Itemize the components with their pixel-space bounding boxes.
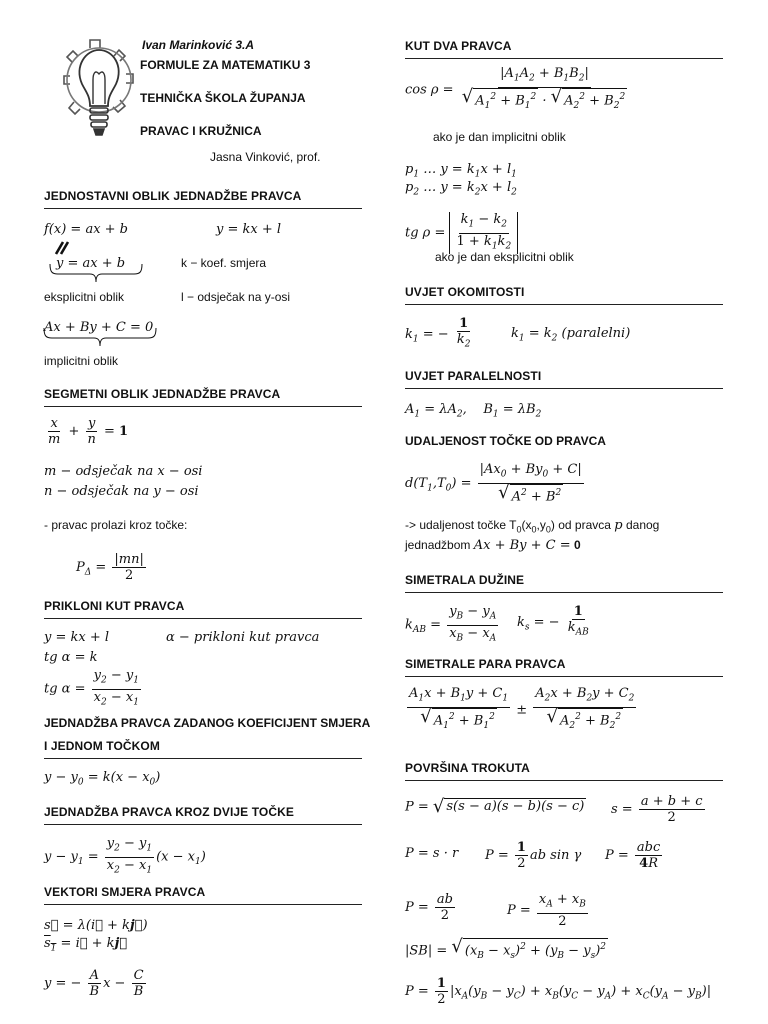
formula-perpendicular: $k_1$ = − $\frac{1}{k_2}$ bbox=[405, 316, 471, 350]
school-name: TEHNIČKA ŠKOLA ŽUPANJA bbox=[140, 91, 306, 105]
heading-triangle-area: POVRŠINA TROKUTA bbox=[405, 760, 723, 781]
author-name: Ivan Marinković 3.A bbox=[142, 38, 255, 52]
heading-segment-bisector: SIMETRALA DUŽINE bbox=[405, 572, 723, 593]
k-coefficient-label: k − koef. smjera bbox=[181, 256, 267, 270]
formula-y-ax-b: y = ax + b bbox=[56, 256, 126, 271]
explicit-form-label: eksplicitni oblik bbox=[44, 290, 125, 304]
n-intercept-def: n − odsječak na y − osi bbox=[44, 484, 199, 499]
parallel-label: (paralelni) bbox=[561, 326, 631, 341]
formula-parallel-k: $k_1 = k_2$ (paralelni) bbox=[511, 326, 631, 344]
l-intercept-label: l − odsječak na y-osi bbox=[181, 290, 291, 304]
formula-area-sr: P = s · r bbox=[405, 846, 459, 861]
formula-k-s: $k_s$ = − $\frac{1}{k_{AB}}$ bbox=[517, 604, 589, 638]
formula-vector-s: s⃗ = λ(i⃗ + kj⃗) bbox=[44, 918, 148, 933]
formula-two-points: $y - y_1$ = $\frac{y_2 - y_1}{x_2 - x_1}$ $(x - x_1)$ bbox=[44, 836, 206, 876]
formula-area-circumradius: P = $\frac{\text{abc}}{4R}$ bbox=[605, 840, 661, 871]
formula-implicit: Ax + By + C = 0 bbox=[44, 320, 154, 335]
formula-tg-k: tg α = k bbox=[44, 650, 98, 665]
heading-perpendicular: UVJET OKOMITOSTI bbox=[405, 284, 723, 305]
heading-point-line-distance: UDALJENOST TOČKE OD PRAVCA bbox=[405, 434, 606, 448]
heading-angle-bisectors: SIMETRALE PARA PRAVCA bbox=[405, 656, 723, 677]
m-intercept-def: m − odsječak na x − osi bbox=[44, 464, 203, 479]
formula-segment: $\frac{x}{m}$ + $\frac{y}{n}$ = 1 bbox=[48, 416, 129, 447]
heading-segment-form: SEGMETNI OBLIK JEDNADŽBE PRAVCA bbox=[44, 386, 362, 407]
distance-note-line2: jednadžbom Ax + By + C = 0 bbox=[405, 538, 581, 553]
formula-triangle-area: $P_\Delta$ = $\frac{|mn|}{2}$ bbox=[76, 552, 144, 583]
distance-note-line1: -> udaljenost točke $T_0(x_0,y_0)$ od pravca p danog bbox=[405, 518, 660, 535]
formula-implicit-to-explicit: y = − $\frac{A}{B}$ x − $\frac{C}{B}$ bbox=[44, 968, 144, 999]
underbrace-implicit bbox=[42, 326, 160, 350]
formula-distance: $d(T_1,T_0)$ = $|Ax_0 + By_0 + C|$ √ $A^2 + B^2$ bbox=[405, 462, 582, 504]
implicit-note: ako je dan implicitni oblik bbox=[433, 130, 566, 144]
formula-p1: $p_1$ … $y = k_1x + l_1$ bbox=[405, 162, 517, 180]
heading-point-slope-l2: I JEDNOM TOČKOM bbox=[44, 738, 362, 759]
formula-angle-bisectors: $A_1x + B_1y + C_1$ √ $A_1^2 + B_1^2$ ± $A_2x + B_2y + C_2$ √ $A_2^2 + B_2^2$ bbox=[405, 686, 638, 734]
formula-area-sin: P = $\frac{1}{2}$ ab sin γ bbox=[485, 840, 582, 871]
document-title: FORMULE ZA MATEMATIKU 3 bbox=[140, 58, 311, 72]
formula-area-coordinates: P = $\frac{1}{2}$ $|x_A(y_B - y_C) + x_B(y_C - y_A) + x_C(y_A - y_B)|$ bbox=[405, 976, 712, 1007]
implicit-form-label: implicitni oblik bbox=[44, 354, 119, 368]
heading-two-points: JEDNADŽBA PRAVCA KROZ DVIJE TOČKE bbox=[44, 804, 362, 825]
formula-slope-line: y = kx + l bbox=[44, 630, 110, 645]
formula-p2: $p_2$ … $y = k_2x + l_2$ bbox=[405, 180, 517, 198]
formula-sb-length: |SB| = √ $(x_B - x_s)^2 + (y_B - y_s)^2$ bbox=[405, 938, 608, 964]
formula-point-slope: $y - y_0 = k(x - x_0)$ bbox=[44, 770, 161, 788]
formula-parallel: $A_1 = \lambda A_2$, $B_1 = \lambda B_2$ bbox=[405, 402, 542, 420]
underbrace-explicit bbox=[48, 262, 144, 286]
topic-title: PRAVAC I KRUŽNICA bbox=[140, 124, 262, 138]
heading-point-slope-l1: JEDNADŽBA PRAVCA ZADANOG KOEFICIJENT SMJERA bbox=[44, 716, 371, 730]
distance-note-b: od pravca bbox=[558, 518, 611, 532]
formula-tg-rho: tg ρ = $\frac{k_1 - k_2}{1 + k_1k_2}$ bbox=[405, 212, 518, 254]
distance-note-d: jednadžbom bbox=[405, 538, 471, 552]
heading-parallel: UVJET PARALELNOSTI bbox=[405, 368, 723, 389]
slope-angle-label: α − prikloni kut pravca bbox=[166, 630, 320, 645]
lightbulb-gear-logo bbox=[60, 36, 138, 144]
formula-tg-points: tg α = $\frac{y_2 - y_1}{x_2 - x_1}$ bbox=[44, 668, 139, 708]
heading-angle-two-lines: KUT DVA PRAVCA bbox=[405, 38, 723, 59]
teacher-name: Jasna Vinković, prof. bbox=[210, 150, 321, 164]
explicit-note: ako je dan eksplicitni oblik bbox=[435, 250, 574, 264]
formula-heron: P = √ s(s − a)(s − b)(s − c) bbox=[405, 796, 585, 817]
heading-simple-form: JEDNOSTAVNI OBLIK JEDNADŽBE PRAVCA bbox=[44, 188, 362, 209]
formula-area-ab-half: P = $\frac{ab}{2}$ bbox=[405, 892, 453, 923]
formula-cos-rho: cos ρ = $|A_1A_2 + B_1B_2|$ √ $A_1^2 + B_1^2$ · √ $A_2^2 + B_2^2$ bbox=[405, 66, 631, 114]
formula-k-ab: $k_{AB}$ = $\frac{y_B - y_A}{x_B - x_A}$ bbox=[405, 604, 497, 644]
distance-note-c: danog bbox=[625, 518, 660, 532]
formula-midpoint-x: P = $\frac{x_A + x_B}{2}$ bbox=[507, 892, 586, 929]
formula-f-of-x: f(x) = ax + b bbox=[44, 222, 129, 237]
formula-y-kx-l: y = kx + l bbox=[216, 222, 282, 237]
heading-slope-angle: PRIKLONI KUT PRAVCA bbox=[44, 598, 362, 619]
distance-note-a: -> udaljenost točke bbox=[405, 518, 507, 532]
points-note: - pravac prolazi kroz točke: bbox=[44, 518, 188, 532]
heading-direction-vectors: VEKTORI SMJERA PRAVCA bbox=[44, 884, 362, 905]
formula-vector-s1: $s_1$ = i⃗ + kj⃗ bbox=[44, 936, 128, 954]
equivalence-mark bbox=[54, 240, 70, 256]
formula-semiperimeter: s = $\frac{a + b + c}{2}$ bbox=[611, 794, 703, 825]
